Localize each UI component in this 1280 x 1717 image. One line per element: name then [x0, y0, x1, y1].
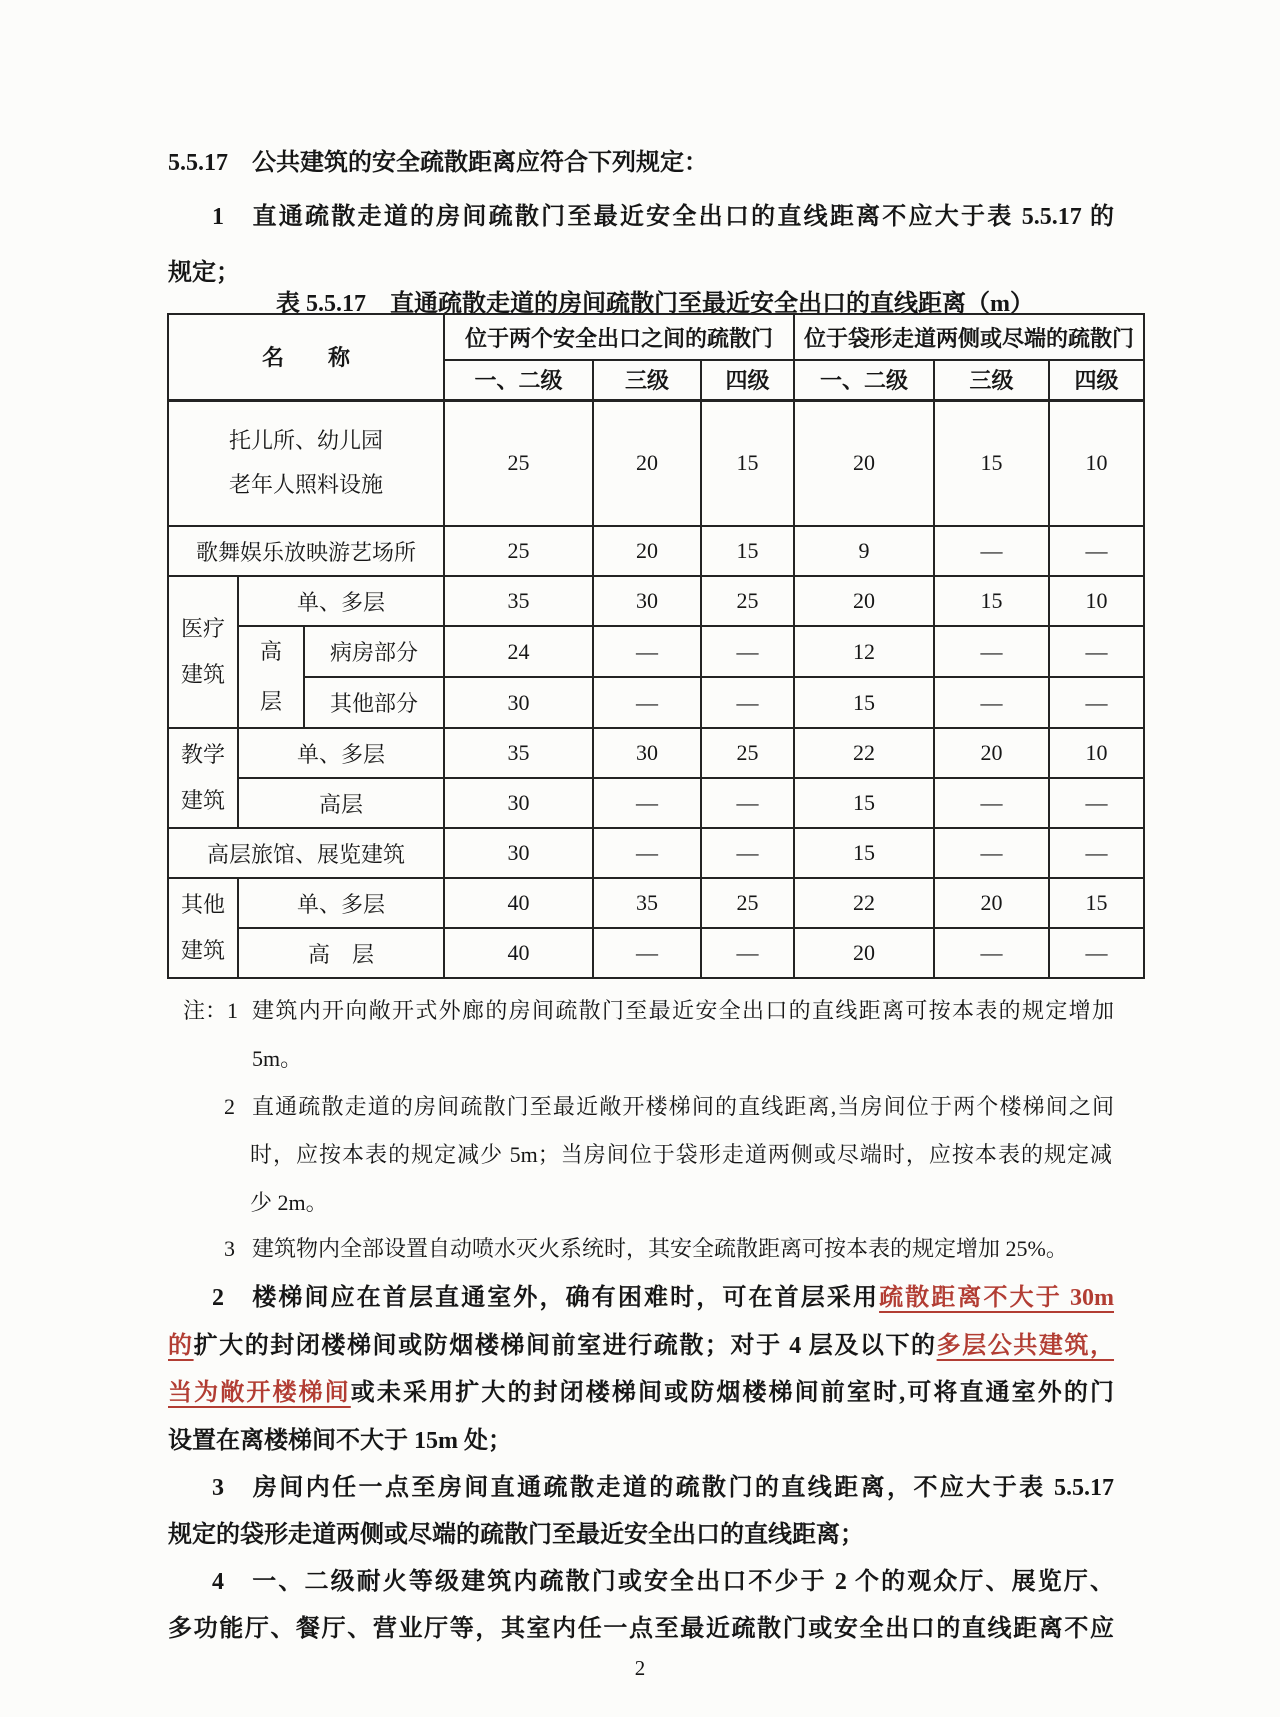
header-level: 四级	[701, 360, 794, 400]
note3-line1: 3 建筑物内全部设置自动喷水灭火系统时，其安全疏散距离可按本表的规定增加 25%。	[252, 1234, 1114, 1264]
group-cell-teaching: 教学建筑	[168, 728, 238, 828]
value-cell: 25	[444, 400, 593, 526]
group-cell-medical: 医疗建筑	[168, 576, 238, 728]
value-cell: 30	[593, 576, 701, 626]
value-cell: 20	[794, 576, 934, 626]
header-name: 名 称	[168, 314, 444, 400]
value-cell: 35	[444, 728, 593, 778]
header-level: 一、二级	[794, 360, 934, 400]
value-cell: 25	[701, 728, 794, 778]
value-cell: —	[1049, 677, 1144, 728]
value-cell: 10	[1049, 576, 1144, 626]
value-cell: 20	[934, 728, 1049, 778]
item2-line1: 2 楼梯间应在首层直通室外，确有困难时，可在首层采用疏散距离不大于 30m	[212, 1285, 1114, 1311]
table-header-groups	[168, 314, 1144, 360]
value-cell: —	[934, 928, 1049, 978]
value-cell: 40	[444, 878, 593, 928]
red-annotation: 当为敞开楼梯间	[168, 1380, 351, 1406]
subrow-label: 病房部分	[304, 626, 444, 677]
row-name-line2: 老年人照料设施	[229, 472, 384, 498]
value-cell: —	[701, 677, 794, 728]
item2-line3: 当为敞开楼梯间或未采用扩大的封闭楼梯间或防烟楼梯间前室时,可将直通室外的门	[168, 1380, 1115, 1406]
note1-line2: 5m。	[252, 1046, 303, 1071]
item4-line2: 多功能厅、餐厅、营业厅等，其室内任一点至最近疏散门或安全出口的直线距离不应	[168, 1616, 1114, 1642]
value-cell: —	[593, 828, 701, 878]
value-cell: 30	[444, 778, 593, 828]
value-cell: —	[934, 626, 1049, 677]
value-cell: 20	[794, 400, 934, 526]
item1-line2: 规定；	[168, 260, 240, 286]
page-number: 2	[634, 1656, 646, 1680]
value-cell: —	[593, 928, 701, 978]
value-cell: 25	[701, 878, 794, 928]
value-cell: 22	[794, 728, 934, 778]
note2-label: 2	[224, 1094, 235, 1119]
value-cell: —	[593, 677, 701, 728]
header-level: 三级	[593, 360, 701, 400]
item2-line4: 设置在离楼梯间不大于 15m 处；	[168, 1428, 512, 1454]
value-cell: —	[1049, 626, 1144, 677]
value-cell: —	[593, 626, 701, 677]
value-cell: 30	[593, 728, 701, 778]
value-cell: —	[1049, 928, 1144, 978]
value-cell: —	[1049, 778, 1144, 828]
header-level: 四级	[1049, 360, 1144, 400]
subrow-label: 高层	[238, 778, 444, 828]
item4-line1: 4 一、二级耐火等级建筑内疏散门或安全出口不少于 2 个的观众厅、展览厅、	[212, 1569, 1114, 1595]
header-group-dead-end: 位于袋形走道两侧或尽端的疏散门	[794, 314, 1144, 360]
subrow-label: 高 层	[238, 928, 444, 978]
value-cell: 15	[934, 400, 1049, 526]
item2-line2: 的扩大的封闭楼梯间或防烟楼梯间前室进行疏散；对于 4 层及以下的多层公共建筑，	[168, 1333, 1115, 1359]
note2-line2: 时，应按本表的规定减少 5m；当房间位于袋形走道两侧或尽端时，应按本表的规定减	[250, 1142, 1112, 1167]
table-row	[168, 576, 1144, 626]
row-name-cell	[168, 400, 444, 526]
note1-label: 注：1	[183, 998, 239, 1023]
value-cell: 15	[934, 576, 1049, 626]
table-row	[168, 928, 1144, 978]
note1-line1: 注：1 建筑内开向敞开式外廊的房间疏散门至最近安全出口的直线距离可按本表的规定增加	[252, 996, 1114, 1026]
value-cell: 12	[794, 626, 934, 677]
item1-line1: 1 直通疏散走道的房间疏散门至最近安全出口的直线距离不应大于表 5.5.17 的	[212, 204, 1114, 230]
note2-line3: 少 2m。	[250, 1190, 328, 1215]
note3-label: 3	[224, 1236, 235, 1261]
table-row	[168, 526, 1144, 576]
evacuation-distance-table	[167, 313, 1145, 979]
header-level: 一、二级	[444, 360, 593, 400]
row-name-line1: 托儿所、幼儿园	[229, 428, 384, 454]
header-group-between-exits: 位于两个安全出口之间的疏散门	[444, 314, 794, 360]
red-annotation: 的	[168, 1333, 194, 1359]
table-row	[168, 828, 1144, 878]
value-cell: —	[934, 677, 1049, 728]
subrow-label: 单、多层	[238, 878, 444, 928]
red-annotation: 多层公共建筑，	[936, 1333, 1115, 1359]
table-row	[168, 400, 1144, 526]
value-cell: 25	[701, 576, 794, 626]
subrow-label: 其他部分	[304, 677, 444, 728]
value-cell: 10	[1049, 728, 1144, 778]
row-name-cell: 歌舞娱乐放映游艺场所	[168, 526, 444, 576]
value-cell: 15	[1049, 878, 1144, 928]
value-cell: 22	[794, 878, 934, 928]
value-cell: —	[701, 828, 794, 878]
section-heading: 5.5.17 公共建筑的安全疏散距离应符合下列规定：	[168, 150, 708, 176]
value-cell: 15	[794, 778, 934, 828]
item3-line2: 规定的袋形走道两侧或尽端的疏散门至最近安全出口的直线距离；	[168, 1522, 864, 1548]
row-name-cell: 高层旅馆、展览建筑	[168, 828, 444, 878]
value-cell: —	[934, 778, 1049, 828]
item3-line1: 3 房间内任一点至房间直通疏散走道的疏散门的直线距离，不应大于表 5.5.17	[212, 1475, 1114, 1501]
value-cell: —	[593, 778, 701, 828]
value-cell: —	[1049, 526, 1144, 576]
value-cell: 25	[444, 526, 593, 576]
value-cell: 30	[444, 828, 593, 878]
value-cell: 35	[593, 878, 701, 928]
value-cell: 35	[444, 576, 593, 626]
red-annotation: 疏散距离不大于 30m	[879, 1285, 1114, 1311]
value-cell: 15	[701, 526, 794, 576]
subrow-label: 单、多层	[238, 576, 444, 626]
value-cell: —	[701, 626, 794, 677]
subgroup-cell-highrise: 高层	[238, 626, 304, 728]
note2-line1: 2 直通疏散走道的房间疏散门至最近敞开楼梯间的直线距离,当房间位于两个楼梯间之间	[252, 1092, 1114, 1122]
value-cell: 9	[794, 526, 934, 576]
value-cell: —	[934, 828, 1049, 878]
value-cell: 20	[593, 400, 701, 526]
subrow-label: 单、多层	[238, 728, 444, 778]
value-cell: 40	[444, 928, 593, 978]
value-cell: 10	[1049, 400, 1144, 526]
table-row	[168, 728, 1144, 778]
value-cell: 20	[934, 878, 1049, 928]
table-row	[168, 626, 1144, 677]
table-row	[168, 778, 1144, 828]
value-cell: —	[934, 526, 1049, 576]
table-caption: 表 5.5.17 直通疏散走道的房间疏散门至最近安全出口的直线距离（m）	[276, 291, 1034, 317]
table-row	[168, 677, 1144, 728]
value-cell: —	[1049, 828, 1144, 878]
table-row	[168, 878, 1144, 928]
value-cell: —	[701, 928, 794, 978]
value-cell: —	[701, 778, 794, 828]
value-cell: 15	[794, 828, 934, 878]
group-cell-other: 其他建筑	[168, 878, 238, 978]
value-cell: 15	[794, 677, 934, 728]
value-cell: 15	[701, 400, 794, 526]
value-cell: 20	[794, 928, 934, 978]
value-cell: 20	[593, 526, 701, 576]
value-cell: 24	[444, 626, 593, 677]
header-level: 三级	[934, 360, 1049, 400]
value-cell: 30	[444, 677, 593, 728]
